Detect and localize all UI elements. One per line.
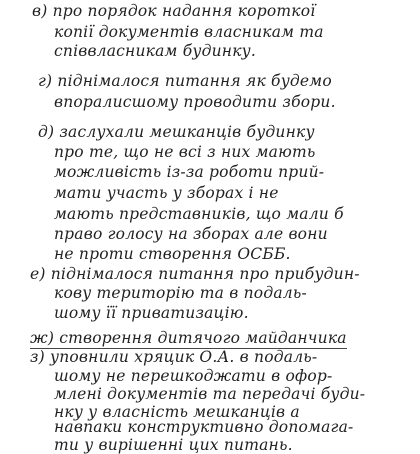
text-line-9: мати участь у зборах і не xyxy=(54,184,279,202)
text-line-5: впоралисшому проводити збори. xyxy=(54,93,336,111)
text-line-20: нку у власність мешканців а xyxy=(54,403,300,421)
text-line-22: ти у вирішенні цих питань. xyxy=(54,436,293,454)
text-line-10: мають представників, що мали б xyxy=(54,205,344,223)
text-line-18: шому не перешкоджати в офор- xyxy=(54,367,333,385)
text-line-13: е) піднімалося питання про прибудин- xyxy=(30,265,360,283)
text-line-12: не проти створення ОСББ. xyxy=(54,245,291,263)
text-line-3: співвласникам будинку. xyxy=(54,42,256,60)
text-line-14: кову територію та в подаль- xyxy=(54,284,307,302)
text-line-16: ж) створення дитячого майданчика xyxy=(30,329,347,347)
text-line-11: право голосу на зборах але вони xyxy=(54,225,328,243)
text-line-15: шому її приватизацію. xyxy=(54,304,249,322)
text-line-21: навпаки конструктивно допомага- xyxy=(54,418,354,436)
text-line-19: млені документів та передачі буди- xyxy=(54,385,366,403)
text-line-2: копії документів власникам та xyxy=(54,23,324,41)
text-line-7: про те, що не всі з них мають xyxy=(54,143,316,161)
text-line-8: можливість із-за роботи прий- xyxy=(54,163,325,181)
text-line-6: д) заслухали мешканців будинку xyxy=(38,123,315,141)
text-line-17: з) уповнили хряцик О.А. в подаль- xyxy=(30,348,318,366)
text-line-4: г) піднімалося питання як будемо xyxy=(38,72,332,90)
text-line-1: в) про порядок надання короткої xyxy=(32,2,316,20)
